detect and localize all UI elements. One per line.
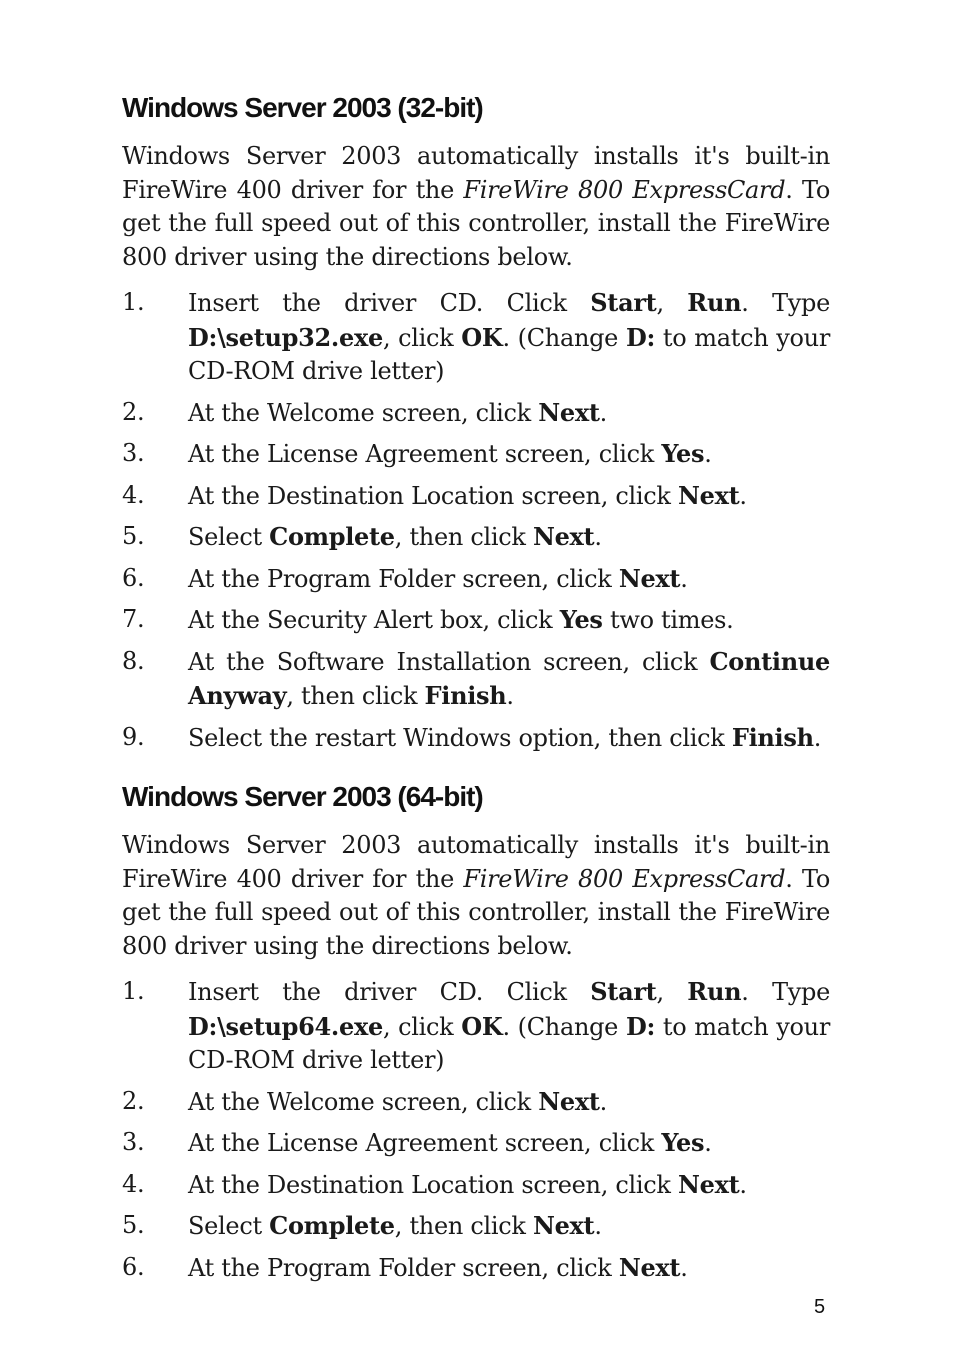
step-number: 8. — [122, 646, 145, 675]
step-text: Select — [188, 523, 270, 551]
step-number: 1. — [122, 288, 145, 316]
step-emphasis: Next — [677, 480, 740, 510]
list-item — [122, 479, 830, 514]
step-text: . — [594, 523, 602, 551]
step-emphasis: Next — [532, 522, 595, 551]
step-text: At the Welcome screen, click — [188, 398, 539, 427]
list-item — [122, 721, 830, 756]
step-emphasis: OK — [461, 322, 503, 352]
step-text: , then click — [286, 682, 425, 710]
step-number: 6. — [122, 563, 145, 592]
step-number: 2. — [122, 397, 145, 426]
intro-paragraph — [122, 140, 830, 274]
step-number: 9. — [122, 722, 145, 751]
step-number: 4. — [122, 1169, 145, 1198]
step-text: At the Destination Location screen, click — [188, 481, 678, 510]
step-emphasis: Run — [687, 977, 742, 1006]
step-emphasis: D:\setup32.exe — [188, 322, 383, 352]
step-text: . — [680, 564, 688, 593]
section-64bit — [122, 777, 830, 1285]
step-text: two times. — [602, 606, 734, 634]
step-text: . (Change — [502, 1012, 626, 1041]
list-item — [122, 645, 830, 714]
step-emphasis: Next — [532, 1211, 595, 1240]
step-emphasis: Yes — [661, 439, 705, 468]
step-text: . — [739, 481, 747, 510]
step-text: . Type — [741, 289, 831, 317]
list-item — [122, 1251, 830, 1286]
step-emphasis: Next — [677, 1169, 740, 1199]
step-emphasis: D: — [625, 1011, 656, 1041]
step-emphasis: Run — [687, 288, 742, 317]
step-text: , click — [382, 1012, 462, 1041]
step-text: At the License Agreement screen, click — [188, 440, 662, 468]
step-emphasis: D:\setup64.exe — [188, 1011, 383, 1041]
intro-paragraph — [122, 829, 830, 963]
step-number: 4. — [122, 480, 145, 509]
step-text: At the Destination Location screen, click — [188, 1170, 678, 1199]
step-text: At the Program Folder screen, click — [188, 564, 619, 593]
step-text: to match your CD-ROM drive letter) — [188, 323, 831, 385]
step-emphasis: OK — [461, 1011, 503, 1041]
list-item — [122, 603, 830, 638]
document-page — [122, 88, 830, 1292]
step-emphasis: D: — [625, 322, 656, 352]
list-item — [122, 975, 830, 1078]
steps-list — [122, 975, 830, 1285]
step-emphasis: Start — [590, 977, 657, 1006]
step-text: . — [599, 398, 607, 427]
step-text: At the Welcome screen, click — [188, 1087, 539, 1116]
step-number: 5. — [122, 522, 145, 550]
step-text: . — [704, 1129, 712, 1157]
step-text: Select the restart Windows option, then click — [188, 723, 732, 752]
step-number: 5. — [122, 1211, 145, 1239]
step-text: , click — [382, 323, 462, 352]
step-emphasis: Yes — [559, 605, 603, 634]
step-number: 1. — [122, 977, 145, 1005]
list-item — [122, 520, 830, 555]
list-item — [122, 1168, 830, 1203]
step-emphasis: Complete — [269, 1211, 395, 1240]
step-text: , — [656, 289, 688, 317]
list-item — [122, 1085, 830, 1120]
step-text: . — [599, 1087, 607, 1116]
section-32bit — [122, 88, 830, 755]
list-item — [122, 437, 830, 472]
step-text: . — [739, 1170, 747, 1199]
list-item — [122, 1126, 830, 1161]
page-number: 5 — [814, 1296, 826, 1318]
step-text: , — [656, 978, 688, 1006]
step-emphasis: Next — [618, 1252, 681, 1282]
step-emphasis: Continue Anyway — [188, 646, 830, 710]
step-text: Insert the driver CD. Click — [188, 978, 591, 1006]
step-number: 3. — [122, 1128, 145, 1156]
intro-product-name: FireWire 800 ExpressCard — [463, 864, 786, 893]
intro-text: Windows Server 2003 automatically installs it's built-in FireWire 400 driver for the — [122, 831, 830, 893]
step-text: . — [594, 1212, 602, 1240]
step-text: At the License Agreement screen, click — [188, 1129, 662, 1157]
step-emphasis: Complete — [269, 522, 395, 551]
step-emphasis: Yes — [661, 1128, 705, 1157]
step-text: Insert the driver CD. Click — [188, 289, 591, 317]
step-emphasis: Start — [590, 288, 657, 317]
step-text: At the Program Folder screen, click — [188, 1253, 619, 1282]
step-number: 3. — [122, 439, 145, 467]
list-item — [122, 396, 830, 431]
step-text: . — [506, 682, 514, 710]
section-title: Windows Server 2003 (32-bit) — [122, 92, 483, 123]
step-text: . — [680, 1253, 688, 1282]
step-text: . (Change — [502, 323, 626, 352]
list-item — [122, 1209, 830, 1244]
section-title: Windows Server 2003 (64-bit) — [122, 781, 483, 812]
list-item — [122, 286, 830, 389]
step-text: . — [704, 440, 712, 468]
list-item — [122, 562, 830, 597]
intro-text: Windows Server 2003 automatically installs it's built-in FireWire 400 driver for the — [122, 142, 830, 204]
step-text: At the Security Alert box, click — [188, 606, 560, 634]
step-number: 2. — [122, 1086, 145, 1115]
intro-product-name: FireWire 800 ExpressCard — [463, 175, 786, 204]
step-emphasis: Next — [538, 397, 600, 427]
step-text: to match your CD-ROM drive letter) — [188, 1012, 831, 1074]
step-emphasis: Next — [538, 1086, 600, 1116]
step-text: At the Software Installation screen, click — [188, 647, 710, 676]
steps-list — [122, 286, 830, 755]
step-number: 7. — [122, 605, 145, 633]
step-emphasis: Finish — [424, 681, 507, 710]
intro-text-end: . To get the full speed out of this controller, install the FireWire 800 driver using the directions below. — [122, 864, 830, 960]
intro-text-end: . To get the full speed out of this controller, install the FireWire 800 driver using the directions below. — [122, 175, 830, 271]
step-text: . — [813, 723, 822, 752]
step-emphasis: Finish — [731, 722, 814, 752]
step-text: . Type — [741, 978, 831, 1006]
step-number: 6. — [122, 1252, 145, 1281]
step-text: Select — [188, 1212, 270, 1240]
step-text: , then click — [394, 523, 533, 551]
step-text: , then click — [394, 1212, 533, 1240]
step-emphasis: Next — [618, 563, 681, 593]
